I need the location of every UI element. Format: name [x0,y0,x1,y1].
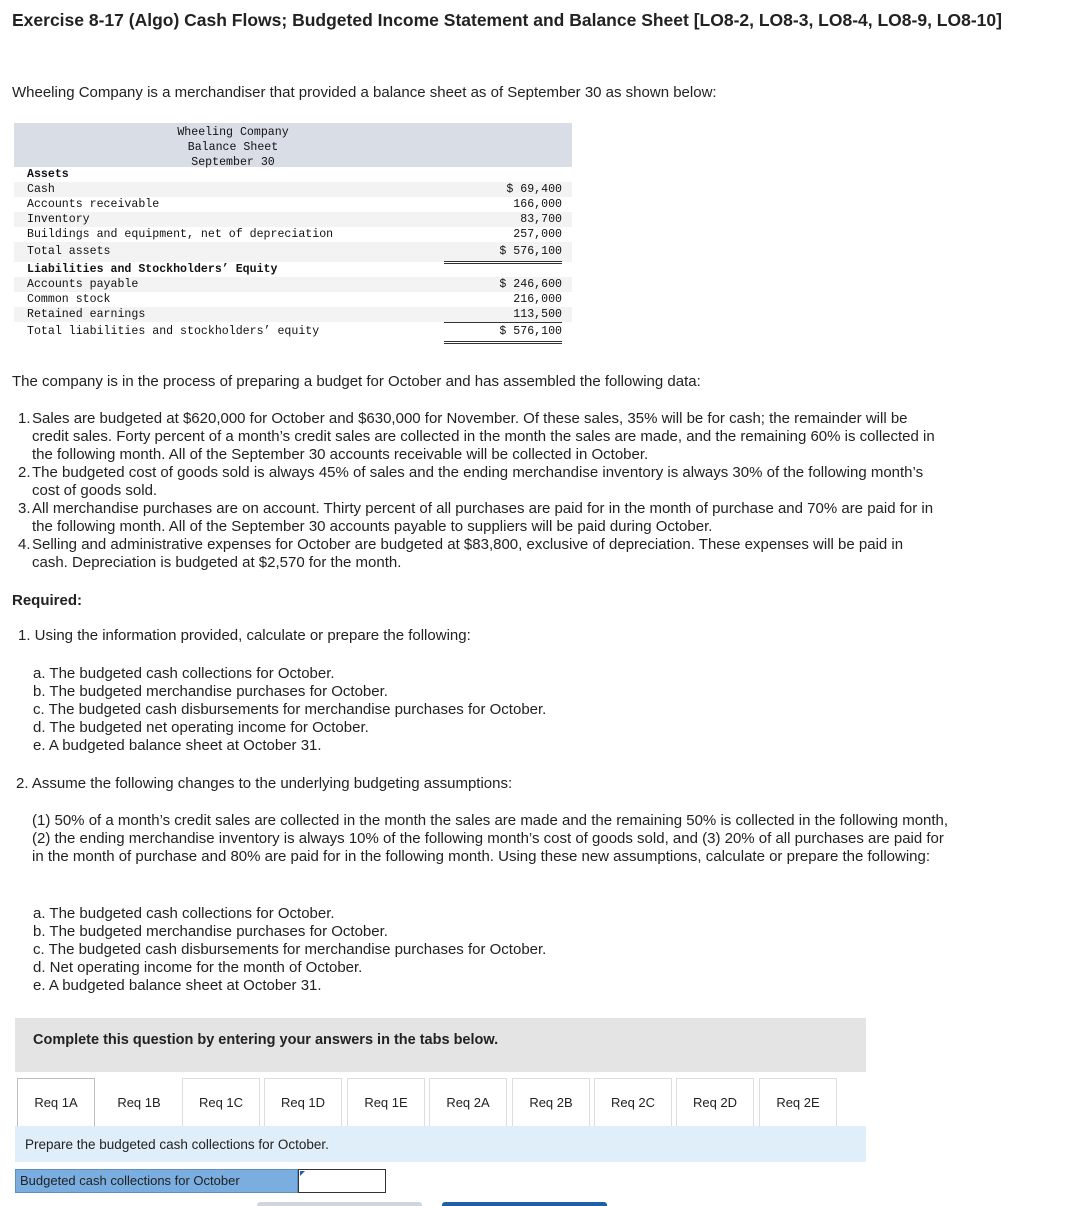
bs-row-cash: Cash $ 69,400 [14,182,572,197]
statement-date: September 30 [191,156,275,169]
req2-item-a: a. The budgeted cash collections for October. [33,905,335,922]
req1-text: 1. Using the information provided, calculate or prepare the following: [18,627,471,644]
tab-req-1d[interactable]: Req 1D [264,1078,342,1126]
bs-row-total-liabilities: Total liabilities and stockholders’ equity $ 576,100 [14,322,572,342]
req1-item-e: e. A budgeted balance sheet at October 31. [33,737,322,754]
answer-label: Budgeted cash collections for October [15,1169,298,1193]
tab-req-2c[interactable]: Req 2C [594,1078,672,1126]
req2-item-e: e. A budgeted balance sheet at October 31. [33,977,322,994]
tab-req-1c[interactable]: Req 1C [182,1078,260,1126]
req2-item-b: b. The budgeted merchandise purchases for October. [33,923,388,940]
req2-assumptions: (1) 50% of a month’s credit sales are collected in the month the sales are made and the remaining 50% is collected in the following month, (2) the ending merchandise inventory is always 10% of the following month’s cost of goods sold, and (3) 20% of all purchases are paid for in the month of purchase and 80% are paid for in the following month. Using these new assumptions, calculate or prepare the following: [32,812,949,865]
tab-req-2d[interactable]: Req 2D [676,1078,754,1126]
next-button[interactable] [442,1202,607,1206]
tab-req-2a[interactable]: Req 2A [429,1078,507,1126]
req2-item-d: d. Net operating income for the month of October. [33,959,363,976]
tab-req-1b[interactable]: Req 1B [100,1078,178,1126]
bs-row-accounts-receivable: Accounts receivable 166,000 [27,198,562,211]
prompt-bar [15,1126,866,1162]
tab-req-2e[interactable]: Req 2E [759,1078,837,1126]
bs-row-total-assets: Total assets $ 576,100 [14,242,572,262]
req2-text: 2. Assume the following changes to the underlying budgeting assumptions: [16,775,513,792]
cash-collections-input[interactable] [298,1169,386,1193]
input-marker-icon [300,1171,305,1176]
bs-row-common-stock: Common stock 216,000 [27,293,562,306]
data-item: 2. The budgeted cost of goods sold is always 45% of sales and the ending merchandise inventory is always 30% of the following month’s cost of goods sold. [18,464,924,499]
req1-item-a: a. The budgeted cash collections for October. [33,665,335,682]
bs-row-retained-earnings: Retained earnings 113,500 [14,307,572,322]
liabilities-heading: Liabilities and Stockholders’ Equity [27,263,278,276]
company-name: Wheeling Company [177,126,289,139]
tab-req-2b[interactable]: Req 2B [512,1078,590,1126]
data-list [18,410,942,572]
bs-row-accounts-payable: Accounts payable $ 246,600 [14,277,572,292]
req1-item-d: d. The budgeted net operating income for October. [33,719,369,736]
statement-name: Balance Sheet [187,141,279,154]
process-text: The company is in the process of preparing a budget for October and has assembled the following data: [12,373,701,390]
assets-heading: Assets [27,168,69,181]
req1-item-c: c. The budgeted cash disbursements for merchandise purchases for October. [33,701,547,718]
balance-sheet-header [14,123,572,167]
complete-text: Complete this question by entering your answers in the tabs below. [33,1032,499,1048]
req1-item-b: b. The budgeted merchandise purchases for October. [33,683,388,700]
tab-req-1a[interactable]: Req 1A [17,1078,95,1126]
required-heading: Required: [12,592,83,609]
complete-banner [15,1018,866,1072]
tab-req-1e[interactable]: Req 1E [347,1078,425,1126]
bs-row-inventory: Inventory 83,700 [14,212,572,227]
intro-text: Wheeling Company is a merchandiser that provided a balance sheet as of September 30 as shown below: [12,84,717,101]
exercise-title: Exercise 8-17 (Algo) Cash Flows; Budgeted Income Statement and Balance Sheet [LO8-2, LO8-3, LO8-4, LO8-9, LO8-10] [12,10,1002,30]
data-item: 1. Sales are budgeted at $620,000 for October and $630,000 for November. Of these sales, 35% will be for cash; the remainder will be credit sales. Forty percent of a month’s credit sales are collected in the month the sales are made, and the remaining 60% is collected in the following month. All of the September 30 accounts receivable will be collected in October. [18,410,935,463]
data-item: 3. All merchandise purchases are on account. Thirty percent of all purchases are paid for in the month of purchase and 70% are paid for in the following month. All of the September 30 accounts payable to suppliers will be paid during October. [18,500,934,535]
bs-row-buildings: Buildings and equipment, net of depreciation 257,000 [27,228,562,241]
req2-item-c: c. The budgeted cash disbursements for merchandise purchases for October. [33,941,547,958]
prompt-text: Prepare the budgeted cash collections for October. [25,1137,329,1152]
prev-button[interactable] [257,1202,422,1206]
balance-sheet [14,123,572,342]
data-item: 4. Selling and administrative expenses for October are budgeted at $83,800, exclusive of depreciation. These expenses will be paid in cash. Depreciation is budgeted at $2,570 for the month. [18,536,904,571]
